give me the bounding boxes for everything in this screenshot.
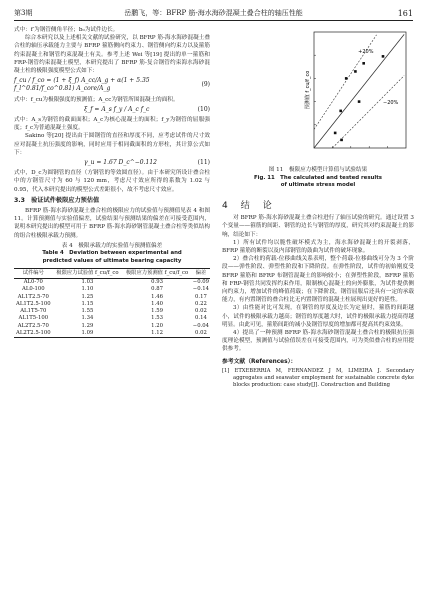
table-cell: 0.22 [195, 300, 207, 307]
table-cell: 1.09 [53, 330, 123, 338]
equation-number: (11) [197, 159, 210, 167]
data-point [340, 139, 343, 142]
paragraph: 式中：A_s为钢管的截面面积；A_c为核心混凝土的面积；f_y为钢管的屈服强度；f_c为普通混凝土强度。 [14, 117, 210, 132]
table-caption-en: Table 4 Deviation between experimental and [42, 250, 182, 257]
data-point [339, 110, 342, 113]
table-row [14, 301, 210, 308]
page-number: 161 [397, 8, 413, 18]
reference-item: [1] ETXEBERRIA M, FERNANDEZ J M, LIMEIRA J. Secondary aggregates and seawater employment for sustainable concrete dyke blocks production: case study[J]. Construction and Building [222, 367, 414, 389]
table-cell: 1.40 [151, 300, 163, 307]
equation-11 [14, 159, 210, 167]
table-cell: 1.12 [122, 330, 192, 338]
column-header: 极限应力预测值 f_cu/f_co [122, 268, 192, 278]
section-heading: 4 结 论 [222, 201, 274, 211]
table-cell: 1.55 [81, 308, 94, 315]
table-cell: 1.59 [151, 308, 163, 315]
data-point [334, 132, 337, 135]
data-point [345, 77, 348, 80]
equation-number: (9) [201, 81, 210, 89]
paragraph: Sakino 等[20] 提出由于圆钢管的直径和厚度不同，应考虑试件的尺寸效应对混凝土抗压强度的影响，同时应用于相同截面积的方形柱，其计算公式如下： [14, 133, 210, 156]
table-cell: 0.87 [151, 286, 163, 293]
table-row [14, 294, 210, 301]
paragraph: BFRP 筋-海水海砂混凝土叠合柱的极限应力的试验值与预测值见表 4 和图 11。计算预测值与实验值偏差，试验结果与预测结果的偏差在可接受范围内，说明本研究提出的模型可用于 BFRP 筋-海水海砂钢管混凝土叠合柱等类似结构的组合柱极限承载力预测。 [14, 208, 210, 239]
table-caption [14, 243, 210, 266]
right-column [222, 26, 414, 389]
conclusion-item: 4）提出了一种预测 BFRP 筋-海水海砂钢管混凝土叠合柱的极限抗压强度理论模型，预测值与试验值误差在可接受范围内，可为类似叠合柱的应用提供参考。 [222, 330, 414, 353]
data-point [362, 62, 365, 65]
column-header: 极限应力试验值 f_cu/f_co [53, 268, 123, 278]
table-cell: 0.14 [195, 315, 207, 322]
conclusion-item: 3）由性能对比可发现，在钢管的厚度及边长为定量时，箍筋的间距越小，试件的极限承载力越高；钢管的厚度越大时，试件的极限承载力提高得越明显。由此可见，箍筋间距的减小及钢管厚度的增加都可提高其约束效果。 [222, 305, 414, 328]
figure-caption [222, 167, 414, 189]
data-point [354, 70, 357, 73]
table-cell: 0.17 [195, 293, 207, 300]
data-points [334, 55, 384, 141]
table-row [14, 315, 210, 322]
data-point [358, 100, 361, 103]
issue-label: 第3期 [14, 9, 33, 17]
conclusion-item: 2）叠合柱的荷载-位移曲线关系表明，整个荷载-位移曲线可分为 3 个阶段——弹性阶段、弹塑性阶段和下降阶段。在弹性阶段，试件的初始刚度受 BFRP 箍筋和 BFRP 布钢管混凝土的影响较小；在弹塑性阶段，BFRP 箍筋和 FRP-钢管共同发挥约束作用，限制核心混凝土的向外膨胀，为试件提供侧向约束力，增加试件的峰值荷载；在下降阶段，钢管屈服后还具有一定的承载能力，有内置钢管的叠合柱比无内置钢管的混凝土柱展现出更好的延性。 [222, 256, 414, 304]
equation-10 [14, 106, 210, 114]
table-row [14, 323, 210, 330]
table-cell: AL1T2.5-70 [17, 293, 49, 300]
table-cell: 1.46 [151, 293, 163, 300]
equation-body: f_cu / f_co = (1 + ξ_f) A_cc/A_g + α(1 + 5.35 f_l^0.81/f_co^0.81) A_core/A_g [14, 77, 150, 93]
column-header: 偏差 [192, 268, 210, 278]
table-cell: −0.09 [192, 278, 210, 285]
table-cell: 1.03 [81, 278, 94, 285]
table-cell: AL0-100 [22, 286, 45, 293]
figure-caption-en: Fig. 11 The calculated and tested results [253, 174, 383, 181]
paragraph: 式中，D_c为圆钢管的直径（方钢管的等效圆直径）。由于本研究所设计叠合柱中的方钢管尺寸为 60 与 120 mm，考虑尺寸效应所得的系数为 1.02 与 0.95，代入本研究提出的模型公式差距很小，故不考虑尺寸效应。 [14, 170, 210, 193]
figure-11 [222, 26, 414, 196]
paragraph: 式中：f_cu为极限强度的预测值；A_cc为钢管所围混凝土的面积。 [14, 96, 179, 103]
paragraph: 对 BFRP 筋-海水海砂混凝土叠合柱进行了轴压试验的研究。通过设置 3 个变量——箍筋的间距、钢管的边长与钢管的厚度，研究其对约束混凝土的影响，结论如下： [222, 215, 414, 238]
table-cell: −0.04 [192, 322, 210, 329]
table-row [14, 308, 210, 315]
table-cell: 1.53 [151, 315, 163, 322]
table-cell: AL1T5-70 [20, 308, 47, 315]
table-cell: AL2T2.5-100 [14, 330, 53, 338]
column-header: 试件编号 [14, 268, 53, 278]
table-cell: 1.10 [81, 286, 94, 293]
table-cell: 0.02 [192, 330, 210, 338]
annotation-plus-20: +20% [358, 48, 374, 55]
table-row [14, 330, 210, 338]
y-axis-label: 预测值 f_cu/f_co [305, 70, 311, 110]
table-cell: 1.34 [81, 315, 94, 322]
equation-9 [14, 77, 210, 93]
references-heading: 参考文献（References）： [222, 358, 297, 365]
table-caption-cn: 表 4 极限承载力的实验值与预测值偏差 [61, 242, 163, 249]
section-heading: 3.3 验证试件极限应力预估值 [14, 196, 100, 204]
table-cell: 1.25 [81, 293, 94, 300]
conclusion-item: 1）所有试件均以脆性破坏模式为主，海水海砂混凝土的开裂剥落，BFRP 箍筋的断裂以及内部钢管的鼓曲为试件的破坏现象。 [222, 239, 414, 255]
table-caption-en: predicted values of ultimate bearing capacity [42, 258, 182, 265]
running-title: 岳鹏飞，等：BFRP 筋-海水海砂混凝土叠合柱的轴压性能 [124, 9, 303, 17]
left-column [14, 26, 210, 338]
table-cell: 0.02 [195, 308, 207, 315]
table-header-row [14, 268, 210, 278]
paragraph: 式中：f′为钢管侧角半径；b₀为试件边长。 [14, 27, 119, 33]
running-header [14, 6, 413, 21]
table-cell: 1.29 [81, 322, 94, 329]
table-cell: AL0-70 [23, 278, 43, 285]
table-row [14, 286, 210, 293]
table-cell: −0.14 [192, 286, 210, 293]
table-cell: 1.20 [151, 322, 163, 329]
results-table [14, 268, 210, 339]
figure-caption-cn: 图 11 极限应力模型计算值与试验结果 [268, 167, 368, 174]
figure-caption-en: of ultimate stress model [280, 182, 356, 189]
equation-body: γ_u = 1.67 D_c^−0.112 [84, 159, 157, 167]
table-cell: 0.93 [151, 278, 163, 285]
paragraph: 综合本研究以及上述相关文献的试验研究，以 BFRP 筋-海水海砂混凝土叠合柱的轴压承载能力主要与 BFRP 箍筋侧向约束力、钢管侧向约束力以及箍筋约束混凝土和钢管约束混凝土有关。参考上述 Wei 等[19] 提出的单一箍筋和 FRP-钢管约束混凝土模型，本研究提出了 BFRP 筋-复合钢管约束海水海砂混凝土柱的极限强度模型公式如下： [14, 35, 210, 75]
table-cell: AL1T5-100 [18, 315, 49, 322]
equation-number: (10) [197, 105, 210, 113]
data-point [382, 55, 385, 58]
scatter-chart [222, 26, 414, 164]
table-cell: 1.15 [81, 300, 94, 307]
annotation-minus-20: −20% [383, 99, 399, 106]
equation-body: ξ_f = A_s f_y / A_c f_c [84, 105, 150, 113]
table-row [14, 278, 210, 286]
table-cell: AL1T2.5-100 [16, 300, 51, 307]
table-cell: AL2T2.5-70 [17, 322, 49, 329]
